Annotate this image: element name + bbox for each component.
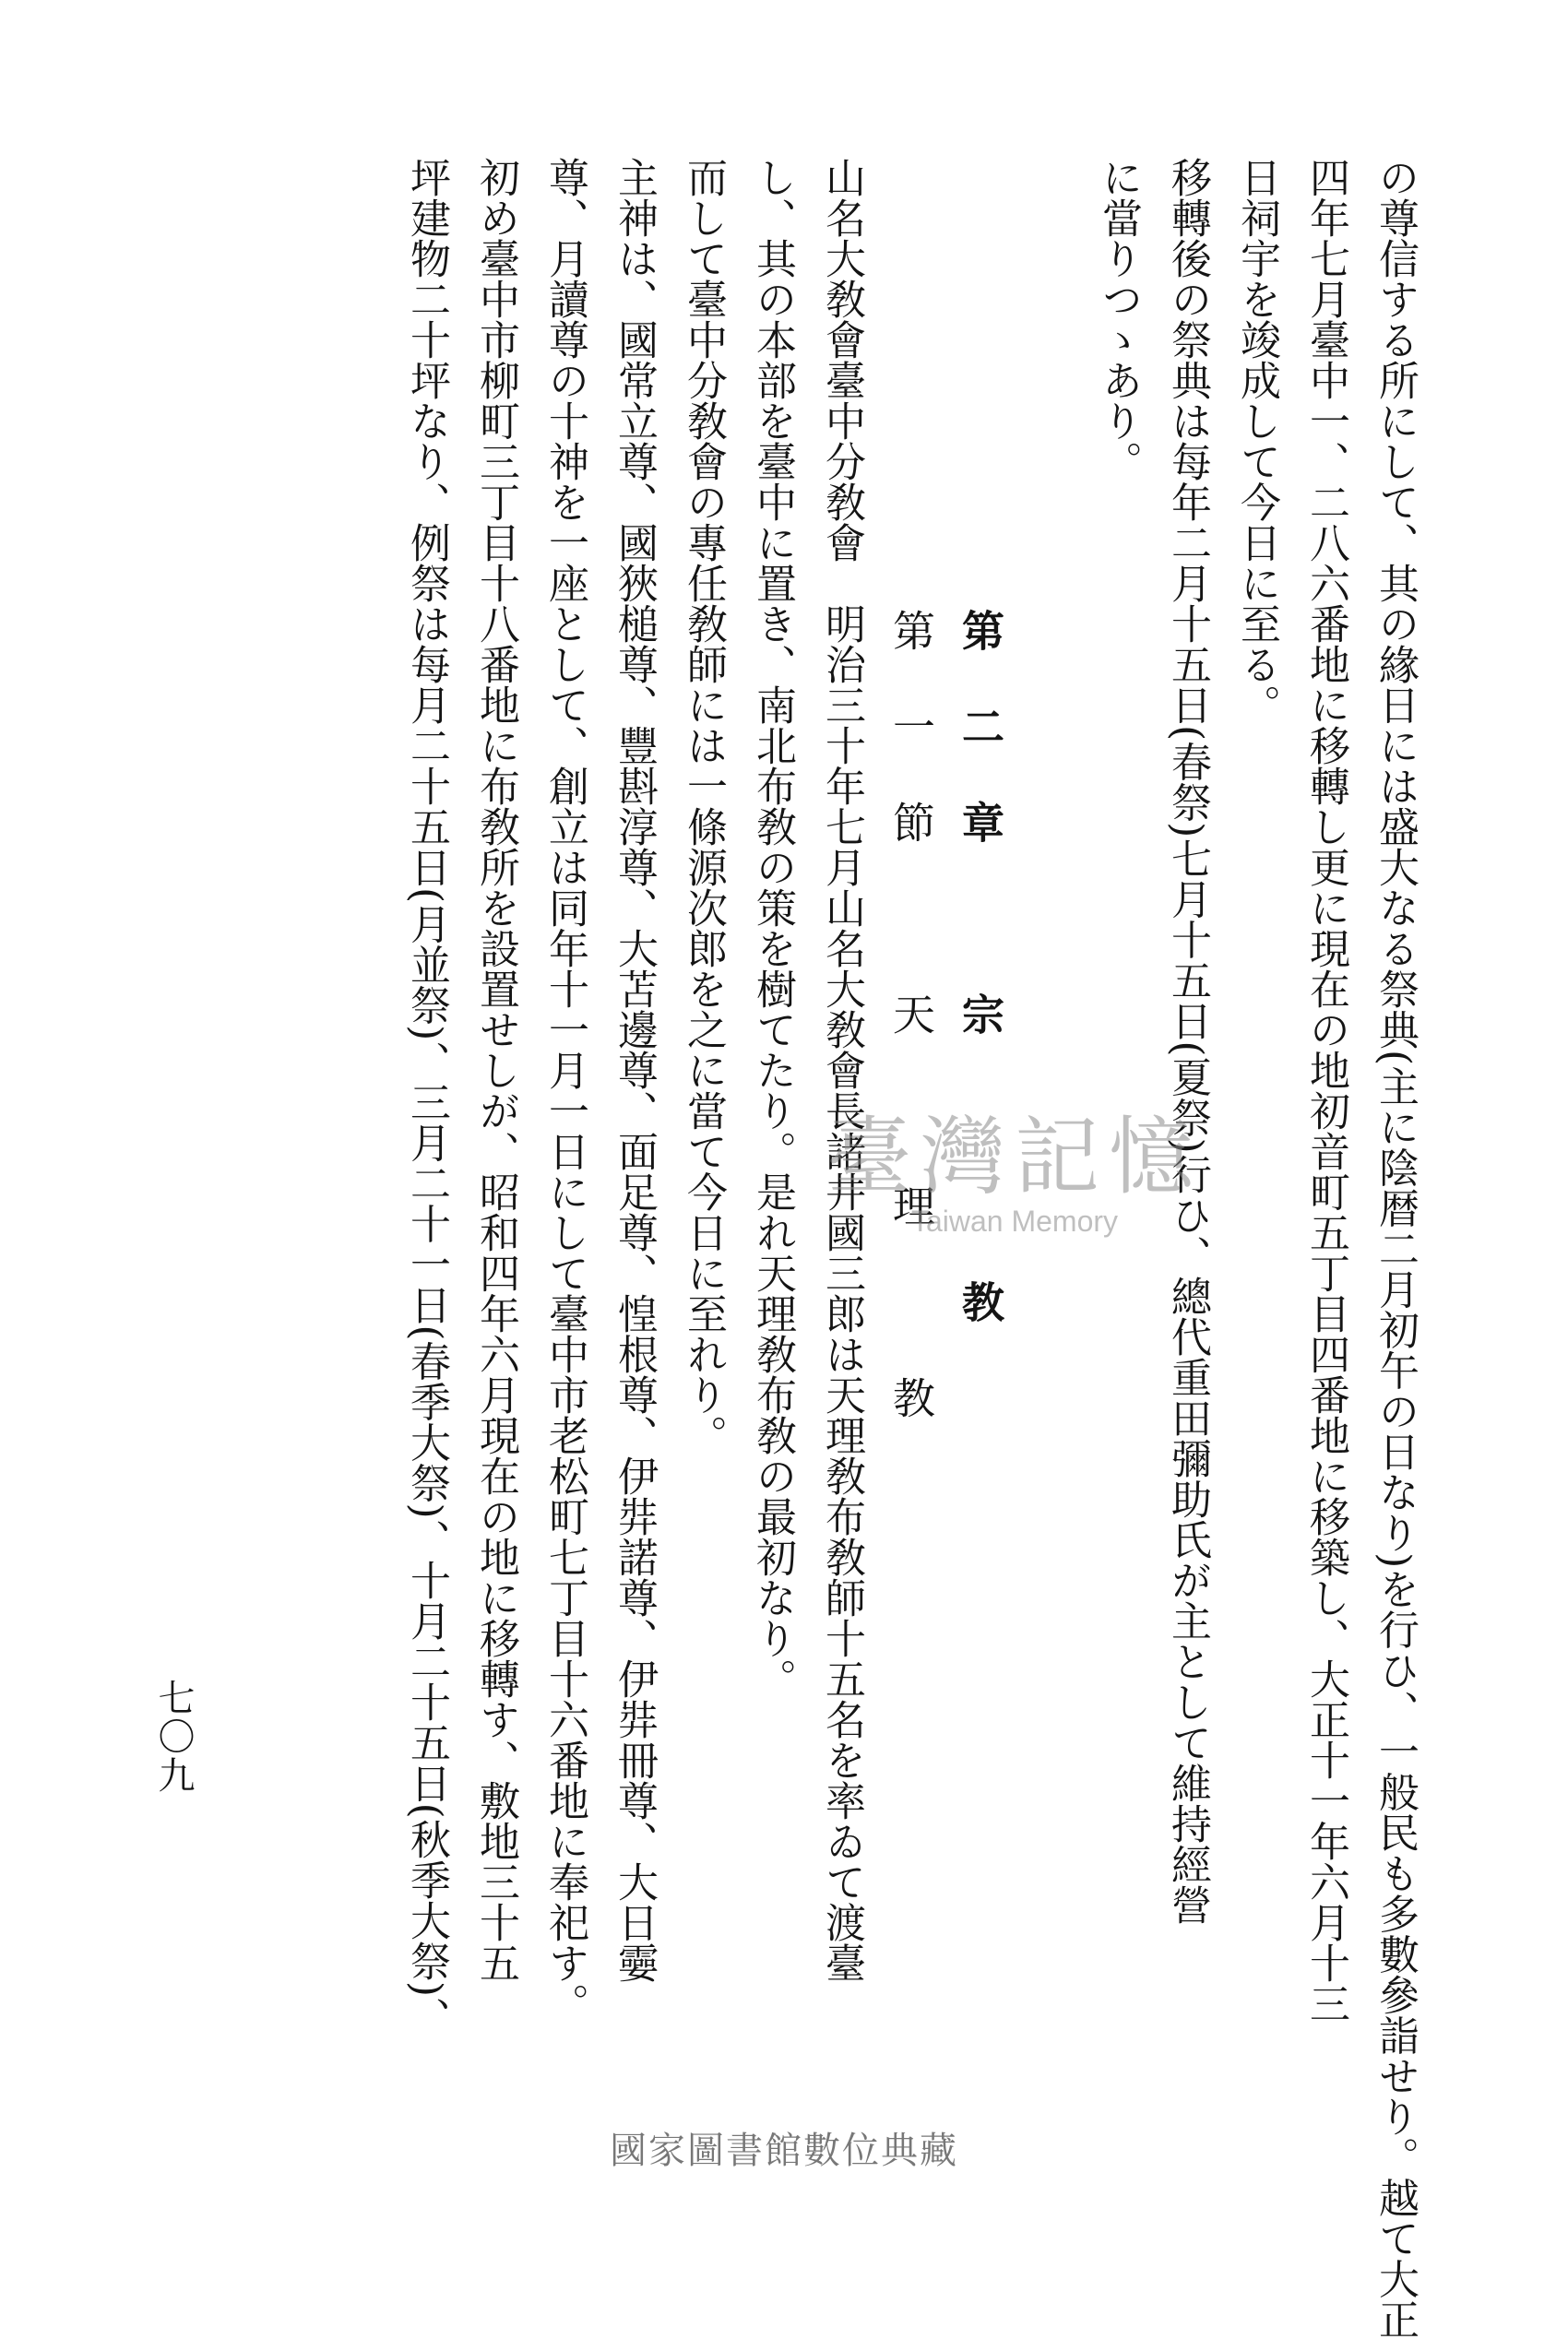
text-line: 尊、月讀尊の十神を一座として、創立は同年十一月一日にして臺中市老松町七丁目十六番地に奉祀す。 <box>541 157 588 2024</box>
footer-credit: 國家圖書館數位典藏 <box>610 2130 958 2172</box>
text-line: の尊信する所にして、其の緣日には盛大なる祭典(主に陰暦二月初午の日なり)を行ひ、一般民も多數參詣せり。越て大正 <box>1372 157 1419 2339</box>
watermark <box>793 1107 1236 1273</box>
text-line: に當りつゝあり。 <box>1095 157 1142 481</box>
text-line: 山名大敎會臺中分敎會 明治三十年七月山名大敎會長諸井國三郎は天理敎布敎師十五名を率ゐて渡臺 <box>818 157 865 1983</box>
text-line: し、其の本部を臺中に置き、南北布敎の策を樹てたり。是れ天理敎布敎の最初なり。 <box>749 157 796 1699</box>
text-line: 初め臺中市柳町三丁目十八番地に布敎所を設置せしが、昭和四年六月現在の地に移轉す、敷地三十五 <box>472 157 519 1983</box>
watermark-chinese: 臺灣記憶 <box>826 1108 1203 1206</box>
text-line: 而して臺中分敎會の專任敎師には一條源次郎を之に當て今日に至れり。 <box>680 157 727 1455</box>
text-line: 日祠宇を竣成して今日に至る。 <box>1233 157 1280 725</box>
chapter-heading: 第二章 宗 教 <box>956 609 1005 1376</box>
section-heading: 第一節 天 理 教 <box>886 609 936 1472</box>
text-line: 主神は、國常立尊、國狹槌尊、豐斟淳尊、大苫邊尊、面足尊、惶根尊、伊弉諾尊、伊弉冊尊、大日孁 <box>611 157 658 1983</box>
watermark-english: Taiwan Memory <box>910 1205 1119 1238</box>
text-line: 坪建物二十坪なり、例祭は每月二十五日(月並祭)、三月二十一日(春季大祭)、十月二十五日(秋季大祭)、 <box>403 157 450 2037</box>
page-number: 七〇九 <box>152 1679 195 1795</box>
text-line: 移轉後の祭典は每年二月十五日(春祭)七月十五日(夏祭)行ひ、總代重田彌助氏が主として維持經營 <box>1164 157 1211 1925</box>
text-line: 四年七月臺中一、二八六番地に移轉し更に現在の地初音町五丁目四番地に移築し、大正十一年六月十三 <box>1302 157 1349 2024</box>
